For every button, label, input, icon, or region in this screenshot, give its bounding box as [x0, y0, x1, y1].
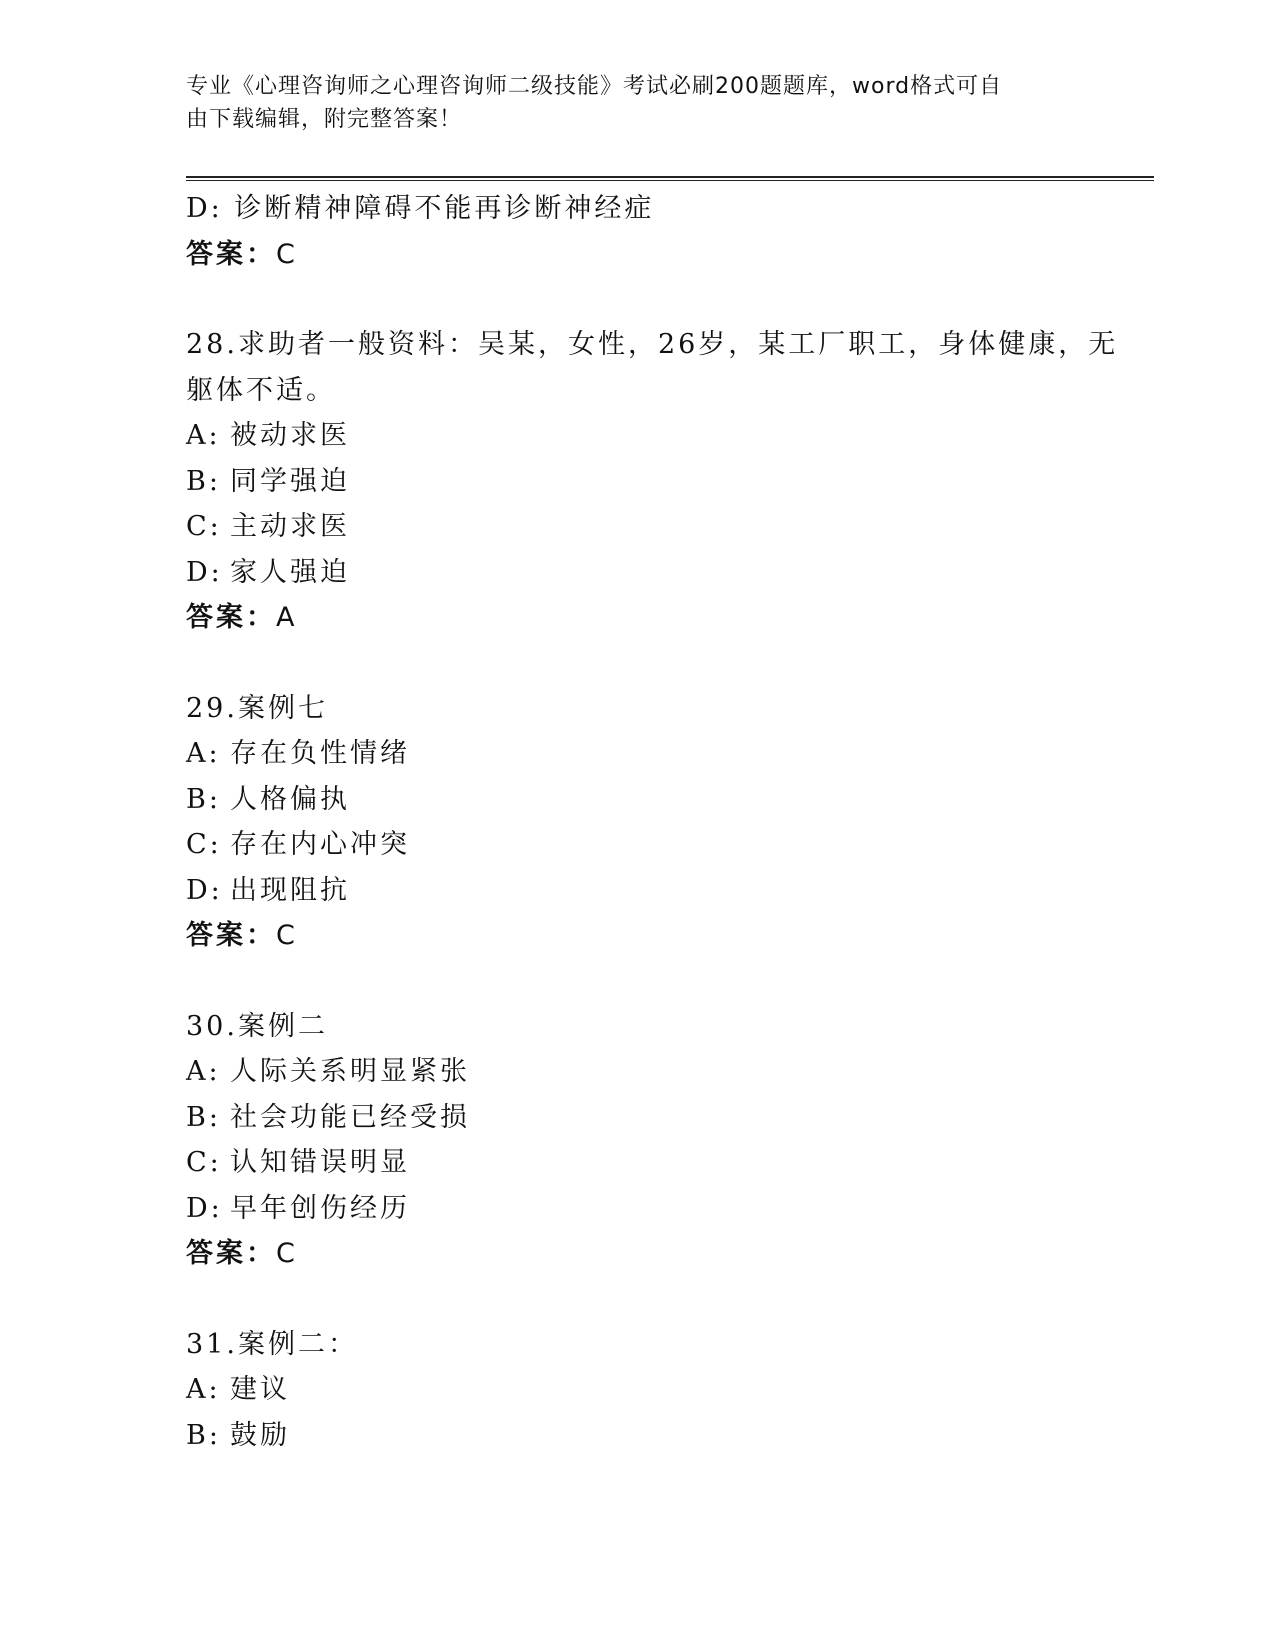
- option-text: 被动求医: [230, 420, 350, 451]
- option-letter: C:: [186, 511, 222, 542]
- option-text: 人际关系明显紧张: [230, 1056, 470, 1087]
- answer-value: A: [276, 602, 298, 633]
- option-letter: D:: [186, 1192, 223, 1224]
- option-b: [186, 459, 1086, 505]
- header-line-2: 由下载编辑，附完整答案！: [186, 107, 463, 132]
- question-stem: 31.案例二：: [186, 1328, 358, 1360]
- question-30: [186, 1004, 1086, 1277]
- question-29: [186, 686, 1086, 959]
- answer-label: 答案：: [186, 238, 276, 270]
- document-header: [186, 70, 1066, 136]
- option-letter: B:: [186, 783, 221, 815]
- option-text: 人格偏执: [230, 783, 350, 815]
- option-c: [186, 822, 1086, 868]
- option-text: 建议: [230, 1374, 290, 1405]
- option-c: [186, 504, 1086, 550]
- option-letter: A:: [186, 420, 221, 451]
- carryover-answer: [186, 232, 1086, 278]
- answer-label: 答案：: [186, 920, 276, 951]
- option-letter: B:: [186, 465, 221, 497]
- option-d: [186, 550, 1086, 596]
- option-a: [186, 1049, 1086, 1095]
- answer: [186, 913, 1086, 959]
- option-d: [186, 1186, 1086, 1232]
- answer-label: 答案：: [186, 1238, 276, 1269]
- option-text: 存在负性情绪: [230, 738, 410, 769]
- header-line-1: 专业《心理咨询师之心理咨询师二级技能》考试必刷200题题库，word格式可自: [186, 74, 1003, 99]
- option-c: [186, 1140, 1086, 1186]
- option-text: 同学强迫: [230, 465, 350, 497]
- answer: [186, 595, 1086, 641]
- spacer: [186, 641, 1086, 686]
- option-letter: D:: [186, 874, 223, 906]
- option-text: 社会功能已经受损: [230, 1101, 470, 1133]
- answer-value: C: [276, 920, 298, 951]
- answer-label: 答案：: [186, 602, 276, 633]
- option-text: 主动求医: [230, 511, 350, 542]
- option-text: 存在内心冲突: [230, 829, 410, 860]
- option-text: 出现阻抗: [230, 874, 350, 906]
- question-stem: 28.求助者一般资料：吴某，女性，26岁，某工厂职工，身体健康，无: [186, 329, 1119, 360]
- option-letter: D:: [186, 556, 223, 588]
- option-text: 鼓励: [230, 1419, 290, 1451]
- spacer: [186, 1277, 1086, 1322]
- option-b: [186, 777, 1086, 823]
- option-letter: C:: [186, 829, 222, 860]
- question-stem: 30.案例二: [186, 1010, 328, 1042]
- carryover-option-d: D: 诊断精神障碍不能再诊断神经症: [186, 193, 655, 224]
- option-a: [186, 731, 1086, 777]
- option-a: [186, 1367, 1086, 1413]
- question-28: [186, 322, 1119, 641]
- option-letter: A:: [186, 1056, 221, 1087]
- answer-value: C: [276, 238, 298, 270]
- option-d: [186, 868, 1086, 914]
- option-letter: B:: [186, 1101, 221, 1133]
- option-b: [186, 1095, 1086, 1141]
- option-letter: A:: [186, 1374, 221, 1405]
- question-stem-continued: 躯体不适。: [186, 374, 336, 406]
- option-text: 早年创伤经历: [230, 1192, 410, 1224]
- question-list: [186, 186, 1119, 1458]
- option-letter: C:: [186, 1147, 222, 1178]
- option-text: 家人强迫: [230, 556, 350, 588]
- answer-value: C: [276, 1238, 298, 1269]
- question-31: [186, 1322, 1086, 1459]
- option-b: [186, 1413, 1086, 1459]
- spacer: [186, 959, 1086, 1004]
- answer: [186, 1231, 1086, 1277]
- option-text: 认知错误明显: [230, 1147, 410, 1178]
- spacer: [186, 277, 1086, 322]
- option-letter: A:: [186, 738, 221, 769]
- option-a: [186, 413, 1086, 459]
- option-letter: B:: [186, 1419, 221, 1451]
- question-stem: 29.案例七: [186, 692, 328, 724]
- header-divider: [186, 176, 1154, 181]
